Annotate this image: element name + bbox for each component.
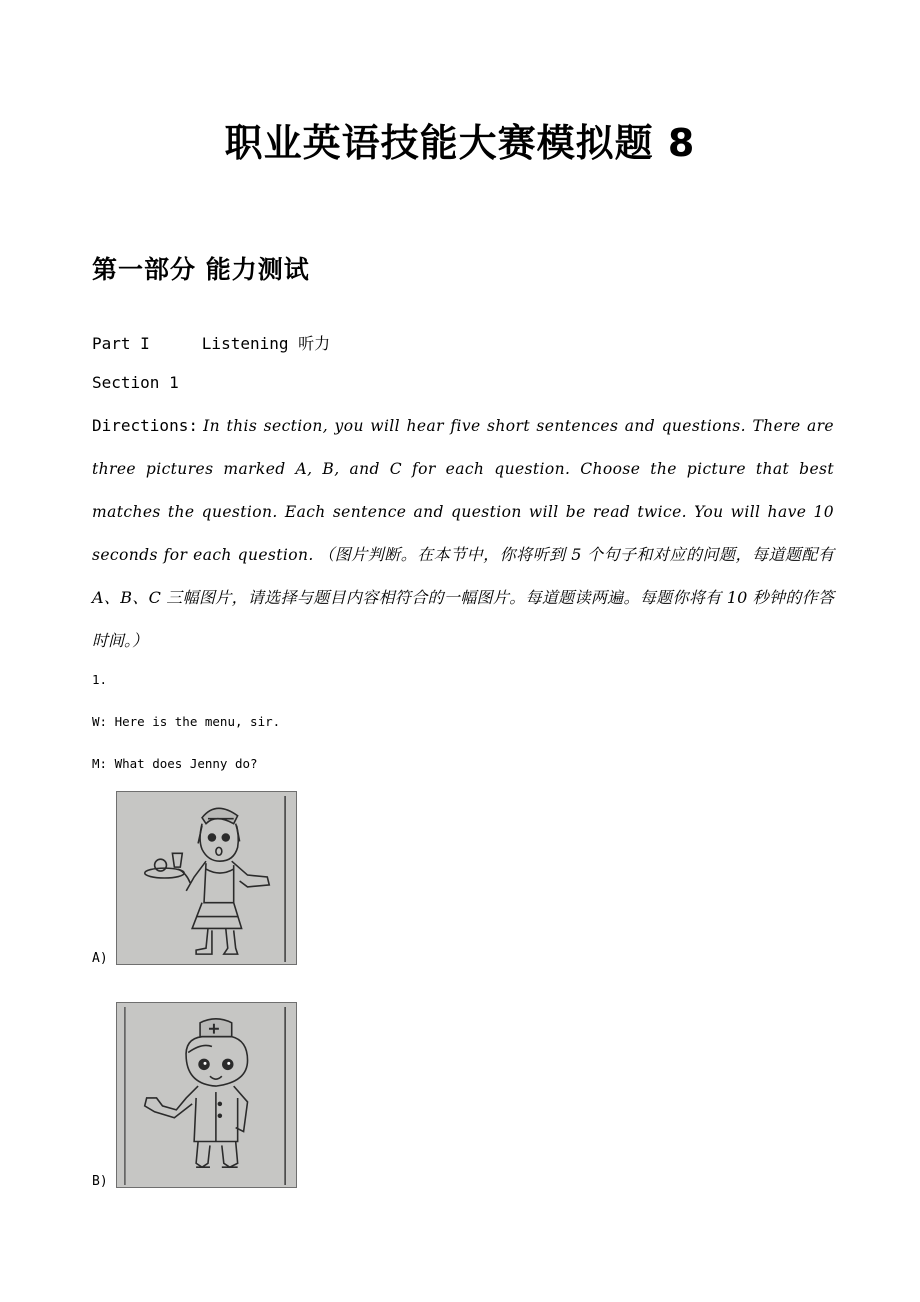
part-heading: 第一部分 能力测试 [92,255,310,284]
option-b-label: B) [92,1174,108,1189]
option-b-picture[interactable] [116,1002,297,1188]
option-a-label: A) [92,951,108,966]
part-label: Part I [92,334,150,353]
option-a-picture[interactable] [116,791,297,965]
directions-chinese: （图片判断。在本节中，你将听到 5 个句子和对应的问题，每道题配有 A、B、C 三幅图片，请选择与题目内容相符合的一幅图片。每道题读两遍。每题你将有 10 秒钟的作答时间。） [92,545,835,650]
part-line [92,331,330,354]
question-number: 1. [92,672,108,687]
directions-english: In this section, you will hear five short sentences and questions. There are three pictures marked A, B, and C for each question. Choose the picture that best matches the question. Each sentence and question will be read twice. You will have 10 seconds for each question. [92,417,835,564]
nurse-drawing-icon [117,1003,296,1187]
part-name: Listening 听力 [201,334,331,353]
dialogue-line-w: W: Here is the menu, sir. [92,714,281,729]
directions-paragraph [92,405,834,663]
directions-label: Directions: [92,416,198,435]
document-title: 职业英语技能大赛模拟题 8 [224,121,696,165]
waitress-drawing-icon [117,792,296,964]
dialogue-line-m: M: What does Jenny do? [92,756,258,771]
section-label: Section 1 [92,373,179,392]
